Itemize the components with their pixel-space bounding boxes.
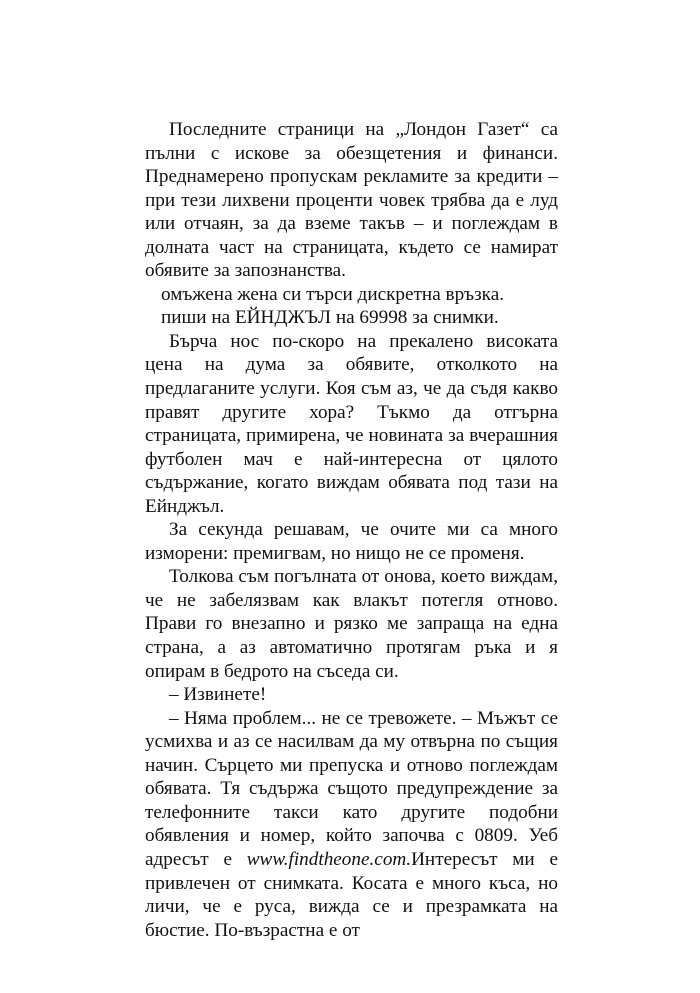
book-page (145, 118, 558, 942)
paragraph-train: Толкова съм погълната от онова, което виждам, че не забелязвам как влакът потегля отново. Прави го внезапно и рязко ме запраща на една страна, а аз автоматично протягам ръка и я опирам в бедрото на съседа си. (145, 566, 558, 682)
ad-details-text-before: – Няма проблем... не се тревожете. – Мъжът се усмихва и аз се насилвам да му отвърна по същия начин. Сърцето ми препуска и отново поглеждам обявата. Тя съдържа същото предупреждение за телефонните такси като другите подобни обявления и номер, който започва с 0809. Уеб адресът е (145, 707, 558, 870)
dialogue-apology: – Извинете! (169, 684, 267, 706)
web-address: www.findtheone.com. (246, 848, 412, 870)
paragraph-price: Бърча нос по-скоро на прекалено високата цена на дума за обявите, отколкото на предлаганите услуги. Коя съм аз, че да съдя какво правят другите хора? Тъкмо да отгърна страницата, примирена, че новината за вчерашния футболен мач е най-интересна от цялото съдържание, когато виждам обявата под тази на Ейнджъл. (145, 330, 558, 517)
ad-details-text-after: Интересът ми е привлечен от снимката. Косата е много къса, но личи, че е руса, вижда се и презрамката на бюстие. По-възрастна е от (145, 848, 558, 941)
paragraph-intro: Последните страници на „Лондон Газет“ са пълни с искове за обезщетения и финанси. Преднамерено пропускам рекламите за кредити – при тези лихвени проценти човек трябва да е луд или отчаян, за да вземе такъв – и поглеждам в долната част на страницата, където се намират обявите за запознанства. (145, 119, 558, 282)
paragraph-ad-details (145, 707, 558, 942)
paragraph-tired-eyes: За секунда решавам, че очите ми са много изморени: премигвам, но нищо не се променя. (145, 519, 558, 564)
personal-ad-line-1: омъжена жена си търси дискретна връзка. (161, 283, 505, 305)
personal-ad-line-2: пиши на ЕЙНДЖЪЛ на 69998 за снимки. (161, 307, 499, 329)
